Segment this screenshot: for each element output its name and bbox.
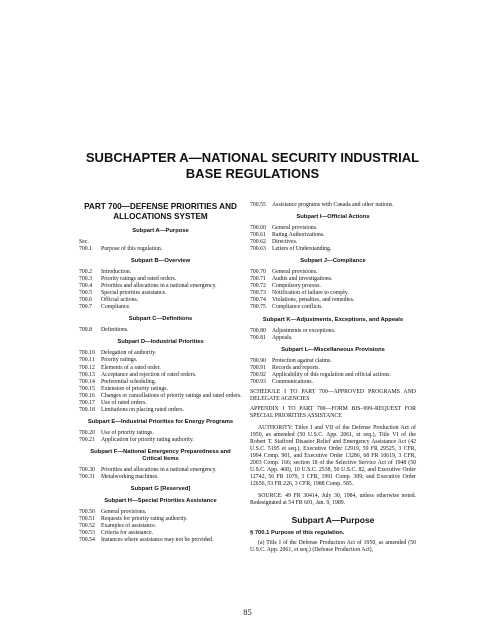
toc-entry bbox=[250, 246, 416, 253]
page-number: 85 bbox=[243, 607, 252, 617]
right-column bbox=[250, 202, 416, 554]
subpart-a-toc bbox=[79, 246, 242, 253]
toc-section-title: Compulsory process. bbox=[272, 283, 321, 290]
toc-entry bbox=[79, 474, 242, 481]
subpart-a-heading: Subpart A—Purpose bbox=[132, 228, 189, 234]
toc-section-title: Compliance. bbox=[101, 304, 131, 311]
toc-entry bbox=[79, 467, 242, 474]
toc-entry bbox=[79, 372, 242, 379]
toc-section-number: 700.53 bbox=[79, 530, 95, 537]
subpart-a-body-heading: Subpart A—Purpose bbox=[291, 514, 375, 525]
toc-section-title: Examples of assistance. bbox=[101, 523, 157, 530]
toc-entry bbox=[79, 400, 242, 407]
toc-entry bbox=[250, 290, 416, 297]
section-700-1-text: (a) Title I of the Defense Production Act of 1950, as amended (50 U.S.C. App. 2061, et seq.) (Defense Production Act), bbox=[250, 539, 416, 553]
toc-section-number: 700.55 bbox=[250, 202, 266, 208]
appendix-i-entry: APPENDIX I TO PART 700—FORM BIS–999–REQUEST FOR SPECIAL PRIORITIES ASSISTANCE bbox=[250, 405, 416, 419]
toc-section-title: Official actions. bbox=[101, 297, 139, 304]
toc-section-number: 700.15 bbox=[79, 385, 95, 392]
toc-entry bbox=[250, 372, 416, 379]
toc-section-number: 700.11 bbox=[79, 357, 95, 364]
toc-section-number: 700.81 bbox=[250, 334, 266, 341]
subpart-i-toc bbox=[250, 225, 416, 253]
toc-section-title: Special priorities assistance. bbox=[101, 290, 167, 297]
toc-section-number: 700.16 bbox=[79, 392, 95, 399]
toc-section-number: 700.2 bbox=[79, 269, 93, 276]
toc-section-number: 700.10 bbox=[79, 350, 95, 357]
toc-section-number: 700.63 bbox=[250, 246, 266, 253]
toc-entry bbox=[79, 393, 242, 400]
toc-section-title: Directives. bbox=[272, 239, 298, 246]
toc-section-title: Requests for priority rating authority. bbox=[101, 516, 188, 523]
toc-section-number: 700.91 bbox=[250, 364, 266, 371]
toc-section-number: 700.12 bbox=[79, 364, 95, 371]
subpart-j-heading: Subpart J—Compliance bbox=[300, 258, 366, 265]
subpart-h-toc bbox=[79, 509, 242, 544]
toc-entry bbox=[250, 358, 416, 365]
part-title: PART 700—DEFENSE PRIORITIES AND ALLOCATIONS SYSTEM bbox=[84, 202, 237, 221]
toc-section-number: 700.18 bbox=[79, 406, 95, 413]
toc-section-number: 700.60 bbox=[250, 225, 266, 232]
toc-section-number: 700.31 bbox=[79, 473, 95, 480]
subpart-c-heading: Subpart C—Definitions bbox=[128, 316, 193, 323]
toc-section-number: 700.74 bbox=[250, 297, 266, 304]
toc-section-title: Introduction. bbox=[101, 269, 132, 276]
subpart-b-toc bbox=[79, 269, 242, 311]
toc-section-title: Acceptance and rejection of rated orders. bbox=[101, 371, 197, 378]
toc-entry bbox=[250, 379, 416, 386]
toc-section-number: 700.50 bbox=[79, 509, 95, 516]
toc-section-number: 700.90 bbox=[250, 357, 266, 364]
toc-entry bbox=[250, 365, 416, 372]
toc-entry bbox=[250, 335, 416, 342]
toc-section-title: Purpose of this regulation. bbox=[101, 246, 163, 253]
toc-section-title: Metalworking machines. bbox=[101, 473, 159, 480]
subpart-g-heading: Subpart G [Reserved] bbox=[130, 486, 191, 493]
toc-section-title: Limitations on placing rated orders. bbox=[101, 406, 184, 413]
toc-section-title: Rating Authorizations. bbox=[272, 232, 325, 239]
toc-section-number: 700.73 bbox=[250, 290, 266, 297]
toc-section-title: Instances where assistance may not be provided. bbox=[101, 537, 214, 544]
source-note: SOURCE: 49 FR 30414, July 30, 1984, unless otherwise noted. Redesignated at 54 FR 601, Jan. 9, 1989. bbox=[250, 493, 416, 507]
toc-entry bbox=[79, 379, 242, 386]
toc-section-title: Audits and investigations. bbox=[272, 276, 333, 283]
toc-section-number: 700.14 bbox=[79, 378, 95, 385]
toc-entry bbox=[79, 407, 242, 414]
toc-section-title: General provisions. bbox=[272, 225, 318, 232]
subpart-e-toc bbox=[79, 430, 242, 444]
toc-section-title: Appeals. bbox=[272, 334, 293, 341]
toc-section-title: Compliance conflicts. bbox=[272, 304, 323, 311]
subpart-h-heading: Subpart H—Special Priorities Assistance bbox=[104, 498, 217, 505]
toc-section-number: 700.30 bbox=[79, 466, 95, 473]
schedule-i-entry: SCHEDULE I TO PART 700—APPROVED PROGRAMS AND DELEGATE AGENCIES bbox=[250, 388, 416, 402]
toc-section-title: Elements of a rated order. bbox=[101, 364, 161, 371]
toc-section-title: Priority ratings and rated orders. bbox=[101, 276, 177, 283]
subpart-d-toc bbox=[79, 350, 242, 413]
toc-section-title: Delegation of authority. bbox=[101, 350, 157, 357]
subpart-e-heading: Subpart E—Industrial Priorities for Energy Programs bbox=[87, 418, 234, 425]
toc-section-number: 700.62 bbox=[250, 239, 266, 246]
subpart-b-heading: Subpart B—Overview bbox=[130, 258, 191, 265]
section-label: Sec. bbox=[79, 239, 89, 245]
subchapter-title: SUBCHAPTER A—NATIONAL SECURITY INDUSTRIAL BASE REGULATIONS bbox=[85, 150, 420, 181]
toc-section-number: 700.21 bbox=[79, 436, 95, 443]
toc-section-number: 700.92 bbox=[250, 371, 266, 378]
toc-section-title: Notification of failure to comply. bbox=[272, 290, 349, 297]
toc-entry bbox=[250, 225, 416, 232]
toc-section-number: 700.13 bbox=[79, 371, 95, 378]
toc-section-number: 700.75 bbox=[250, 304, 266, 311]
toc-section-title: Adjustments or exceptions. bbox=[272, 327, 336, 334]
subpart-k-toc bbox=[250, 328, 416, 342]
toc-section-number: 700.61 bbox=[250, 232, 266, 239]
toc-section-title: Letters of Understanding. bbox=[272, 246, 332, 253]
subpart-k-heading: Subpart K—Adjustments, Exceptions, and Appeals bbox=[262, 316, 404, 323]
toc-section-title: Violations, penalties, and remedies. bbox=[272, 297, 355, 304]
subpart-l-toc bbox=[250, 358, 416, 386]
toc-section-title: Use of rated orders. bbox=[101, 399, 147, 406]
toc-entry bbox=[250, 202, 416, 209]
toc-section-number: 700.1 bbox=[79, 246, 93, 253]
toc-entry bbox=[79, 530, 242, 537]
toc-entry bbox=[79, 297, 242, 304]
toc-section-title: Definitions. bbox=[101, 327, 129, 334]
toc-section-title: Records and reports. bbox=[272, 364, 320, 371]
toc-entry bbox=[79, 350, 242, 357]
toc-section-number: 700.72 bbox=[250, 283, 266, 290]
toc-section-number: 700.80 bbox=[250, 327, 266, 334]
subpart-j-toc bbox=[250, 269, 416, 311]
subpart-f-toc bbox=[79, 467, 242, 481]
toc-section-number: 700.5 bbox=[79, 290, 93, 297]
toc-section-title: Extension of priority ratings. bbox=[101, 385, 168, 392]
toc-section-number: 700.52 bbox=[79, 523, 95, 530]
toc-section-title: Use of priority ratings. bbox=[101, 429, 154, 436]
authority-note: AUTHORITY: Titles I and VII of the Defense Production Act of 1950, as amended (50 U.S.C. App. 2061, et seq.), Title VI of the Robert T. Stafford Disaster Relief and Emergency Assistance Act (42 U.S.C. 5195 et seq.), Executive Order 12919, 59 FR 29525, 3 CFR, 1994 Comp. 901, and Executive Order 13286, 68 FR 10619, 3 CFR, 2003 Comp. 166; section 18 of the Selective Service Act of 1948 (50 U.S.C. App. 468), 10 U.S.C. 2538, 50 U.S.C. 82, and Executive Order 12742, 56 FR 1079, 3 CFR, 1991 Comp. 309; and Executive Order 12656, 53 FR 226, 3 CFR, 1988 Comp. 585. bbox=[250, 424, 416, 488]
toc-entry bbox=[79, 276, 242, 283]
toc-section-title: Priorities and allocations in a national emergency. bbox=[101, 283, 217, 290]
toc-section-title: Assistance programs with Canada and other nations. bbox=[272, 202, 394, 208]
toc-section-title: Protection against claims. bbox=[272, 357, 332, 364]
toc-section-number: 700.20 bbox=[79, 429, 95, 436]
subpart-f-heading: Subpart F—National Emergency Preparedness and Critical Items bbox=[90, 448, 231, 462]
toc-section-number: 700.3 bbox=[79, 276, 93, 283]
subpart-d-heading: Subpart D—Industrial Priorities bbox=[117, 339, 204, 346]
subpart-l-heading: Subpart L—Miscellaneous Provisions bbox=[281, 346, 385, 353]
toc-section-number: 700.8 bbox=[79, 327, 93, 334]
toc-section-title: Application for priority rating authority. bbox=[101, 436, 194, 443]
toc-entry bbox=[79, 357, 242, 364]
toc-section-title: Criteria for assistance. bbox=[101, 530, 153, 537]
right-top-toc bbox=[250, 202, 416, 209]
toc-entry bbox=[250, 269, 416, 276]
toc-section-title: General provisions. bbox=[101, 509, 147, 516]
toc-section-title: General provisions. bbox=[272, 269, 318, 276]
section-700-1-heading: § 700.1 Purpose of this regulation. bbox=[250, 529, 345, 536]
toc-entry bbox=[250, 328, 416, 335]
toc-entry bbox=[79, 537, 242, 544]
toc-entry bbox=[79, 365, 242, 372]
toc-section-title: Changes or cancellations of priority ratings and rated orders. bbox=[101, 392, 242, 399]
toc-entry bbox=[79, 430, 242, 437]
toc-section-number: 700.70 bbox=[250, 269, 266, 276]
left-column bbox=[79, 202, 242, 544]
toc-section-number: 700.6 bbox=[79, 297, 93, 304]
toc-entry bbox=[79, 437, 242, 444]
toc-entry bbox=[79, 283, 242, 290]
toc-entry bbox=[79, 327, 242, 334]
subpart-c-toc bbox=[79, 327, 242, 334]
toc-entry bbox=[250, 276, 416, 283]
toc-entry bbox=[79, 246, 242, 253]
toc-entry bbox=[79, 386, 242, 393]
subpart-i-heading: Subpart I—Official Actions bbox=[296, 214, 370, 221]
toc-entry bbox=[250, 304, 416, 311]
toc-entry bbox=[79, 269, 242, 276]
toc-section-number: 700.51 bbox=[79, 516, 95, 523]
toc-entry bbox=[79, 304, 242, 311]
toc-entry bbox=[250, 232, 416, 239]
toc-section-title: Priority ratings. bbox=[101, 357, 138, 364]
toc-section-number: 700.71 bbox=[250, 276, 266, 283]
toc-section-title: Priorities and allocations in a national emergency. bbox=[101, 466, 217, 473]
toc-section-number: 700.54 bbox=[79, 537, 95, 544]
toc-section-title: Preferential scheduling. bbox=[101, 378, 157, 385]
toc-section-number: 700.4 bbox=[79, 283, 93, 290]
toc-section-number: 700.93 bbox=[250, 378, 266, 385]
toc-section-number: 700.7 bbox=[79, 304, 93, 311]
toc-section-title: Communications. bbox=[272, 378, 314, 385]
toc-section-title: Applicability of this regulation and official actions. bbox=[272, 371, 391, 378]
toc-section-number: 700.17 bbox=[79, 399, 95, 406]
